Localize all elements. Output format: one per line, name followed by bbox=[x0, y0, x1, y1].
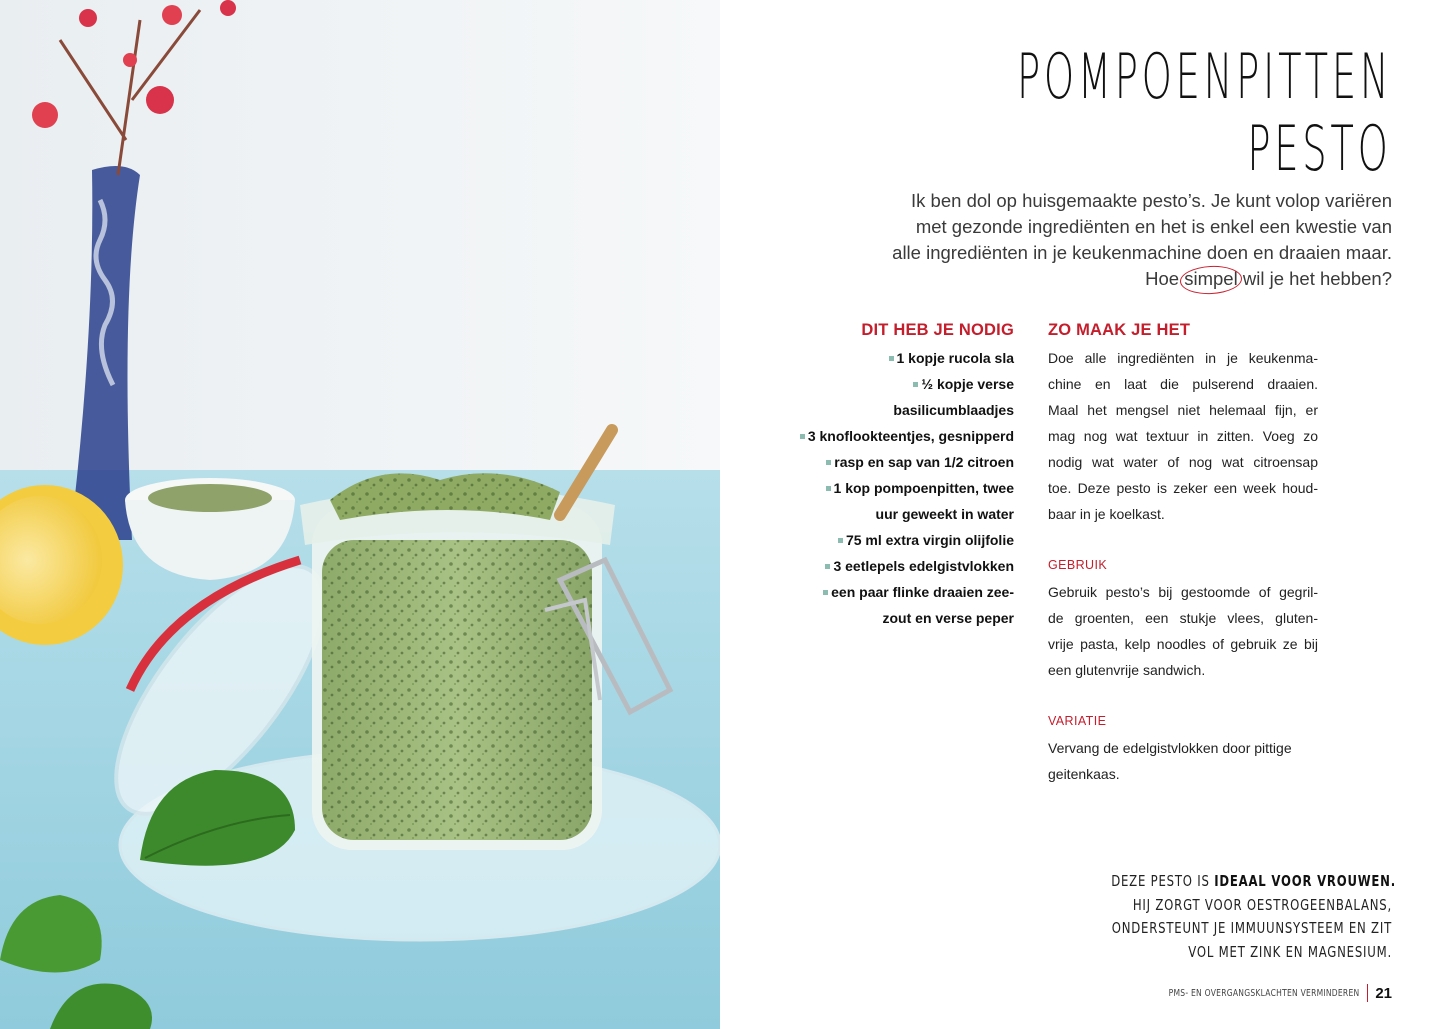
bullet-icon bbox=[826, 460, 831, 465]
ingredient-item bbox=[754, 449, 1014, 475]
ingredient-text: uur geweekt in water bbox=[875, 506, 1014, 522]
callout-emphasis: IDEAAL VOOR VROUWEN. bbox=[1214, 872, 1396, 890]
method-line: Doe alle ingrediënten in je keukenma- bbox=[1048, 350, 1318, 366]
bullet-icon bbox=[823, 590, 828, 595]
intro-line: Ik ben dol op huisgemaakte pesto’s. Je kunt volop variëren bbox=[911, 190, 1392, 211]
intro-line: met gezonde ingrediënten en het is enkel een kwestie van bbox=[915, 216, 1392, 237]
bullet-icon bbox=[838, 538, 843, 543]
variatie-paragraph bbox=[1048, 735, 1318, 787]
method-line: Maal het mengsel niet helemaal fijn, er bbox=[1048, 402, 1318, 418]
callout-box bbox=[1032, 870, 1396, 964]
ingredient-item bbox=[754, 579, 1014, 605]
callout-line: VOL MET ZINK EN MAGNESIUM. bbox=[1188, 942, 1392, 961]
variatie-line: Vervang de edelgistvlokken door pittige bbox=[1048, 740, 1292, 756]
chapter-label: PMS- EN OVERGANGSKLACHTEN VERMINDEREN bbox=[1169, 987, 1360, 999]
intro-line-last bbox=[832, 266, 1392, 292]
ingredient-item bbox=[754, 423, 1014, 449]
gebruik-line: vrije pasta, kelp noodles of gebruik ze bij bbox=[1048, 636, 1318, 652]
ingredient-text: basilicumblaadjes bbox=[893, 402, 1014, 418]
bullet-icon bbox=[800, 434, 805, 439]
page-number: 21 bbox=[1375, 984, 1392, 1002]
intro-text: Hoe bbox=[1145, 268, 1180, 289]
recipe-title-line-2: PESTO bbox=[1247, 112, 1392, 185]
ingredient-text: rasp en sap van 1/2 citroen bbox=[834, 454, 1014, 470]
callout-line bbox=[1111, 870, 1396, 894]
ingredient-item-continued bbox=[754, 501, 1014, 527]
bullet-icon bbox=[825, 564, 830, 569]
ingredient-item bbox=[754, 345, 1014, 371]
method-line: mag nog wat textuur in zitten. Voeg zo bbox=[1048, 428, 1318, 444]
variatie-heading: VARIATIE bbox=[1048, 714, 1107, 728]
ingredient-item bbox=[754, 553, 1014, 579]
ingredient-text: 1 kopje rucola sla bbox=[896, 350, 1014, 366]
circled-word: simpel bbox=[1184, 266, 1237, 292]
footer-divider bbox=[1367, 984, 1369, 1002]
variatie-line: geitenkaas. bbox=[1048, 766, 1120, 782]
ingredients-heading: DIT HEB JE NODIG bbox=[861, 321, 1014, 339]
intro-line: alle ingrediënten in je keukenmachine doen en draaien maar. bbox=[892, 242, 1392, 263]
ingredient-text: zout en verse peper bbox=[882, 610, 1014, 626]
callout-line: ONDERSTEUNT JE IMMUUNSYSTEEM EN ZIT bbox=[1111, 919, 1392, 937]
ingredient-text: 75 ml extra virgin olijfolie bbox=[845, 532, 1014, 548]
ingredient-item bbox=[754, 475, 1014, 501]
intro-text: wil je het hebben? bbox=[1242, 268, 1392, 289]
ingredient-text: 3 knoflookteentjes, gesnipperd bbox=[807, 428, 1014, 444]
gebruik-heading: GEBRUIK bbox=[1048, 558, 1108, 572]
recipe-title-line-1: POMPOENPITTEN bbox=[1016, 40, 1392, 113]
method-line: baar in je koelkast. bbox=[1048, 506, 1165, 522]
gebruik-line: de groenten, een stukje vlees, gluten- bbox=[1048, 610, 1318, 626]
ingredient-item bbox=[754, 371, 1014, 397]
ingredient-text: een paar flinke draaien zee- bbox=[831, 584, 1014, 600]
method-line: toe. Deze pesto is zeker een week houd- bbox=[1048, 480, 1318, 496]
page-footer bbox=[1121, 984, 1392, 1002]
method-line: chine en laat die pulserend draaien. bbox=[1048, 376, 1318, 392]
ingredient-item bbox=[754, 527, 1014, 553]
ingredient-item-continued bbox=[754, 397, 1014, 423]
intro-paragraph bbox=[832, 188, 1392, 292]
ingredient-text: ½ kopje verse bbox=[921, 376, 1014, 392]
ingredient-text: 1 kop pompoenpitten, twee bbox=[833, 480, 1014, 496]
method-line: nodig wat water of nog wat citroensap bbox=[1048, 454, 1318, 470]
method-heading: ZO MAAK JE HET bbox=[1048, 321, 1191, 339]
bullet-icon bbox=[889, 356, 894, 361]
bullet-icon bbox=[826, 486, 831, 491]
callout-text: DEZE PESTO IS bbox=[1111, 872, 1210, 890]
gebruik-paragraph bbox=[1048, 579, 1318, 683]
gebruik-line: een glutenvrije sandwich. bbox=[1048, 662, 1206, 678]
gebruik-line: Gebruik pesto’s bij gestoomde of gegril- bbox=[1048, 584, 1318, 600]
recipe-page bbox=[720, 0, 1440, 1029]
callout-line: HIJ ZORGT VOOR OESTROGEENBALANS, bbox=[1132, 895, 1392, 914]
ingredient-list bbox=[754, 345, 1014, 631]
ingredient-item-continued bbox=[754, 605, 1014, 631]
method-paragraph bbox=[1048, 345, 1318, 527]
bullet-icon bbox=[913, 382, 918, 387]
ingredient-text: 3 eetlepels edelgistvlokken bbox=[833, 558, 1014, 574]
